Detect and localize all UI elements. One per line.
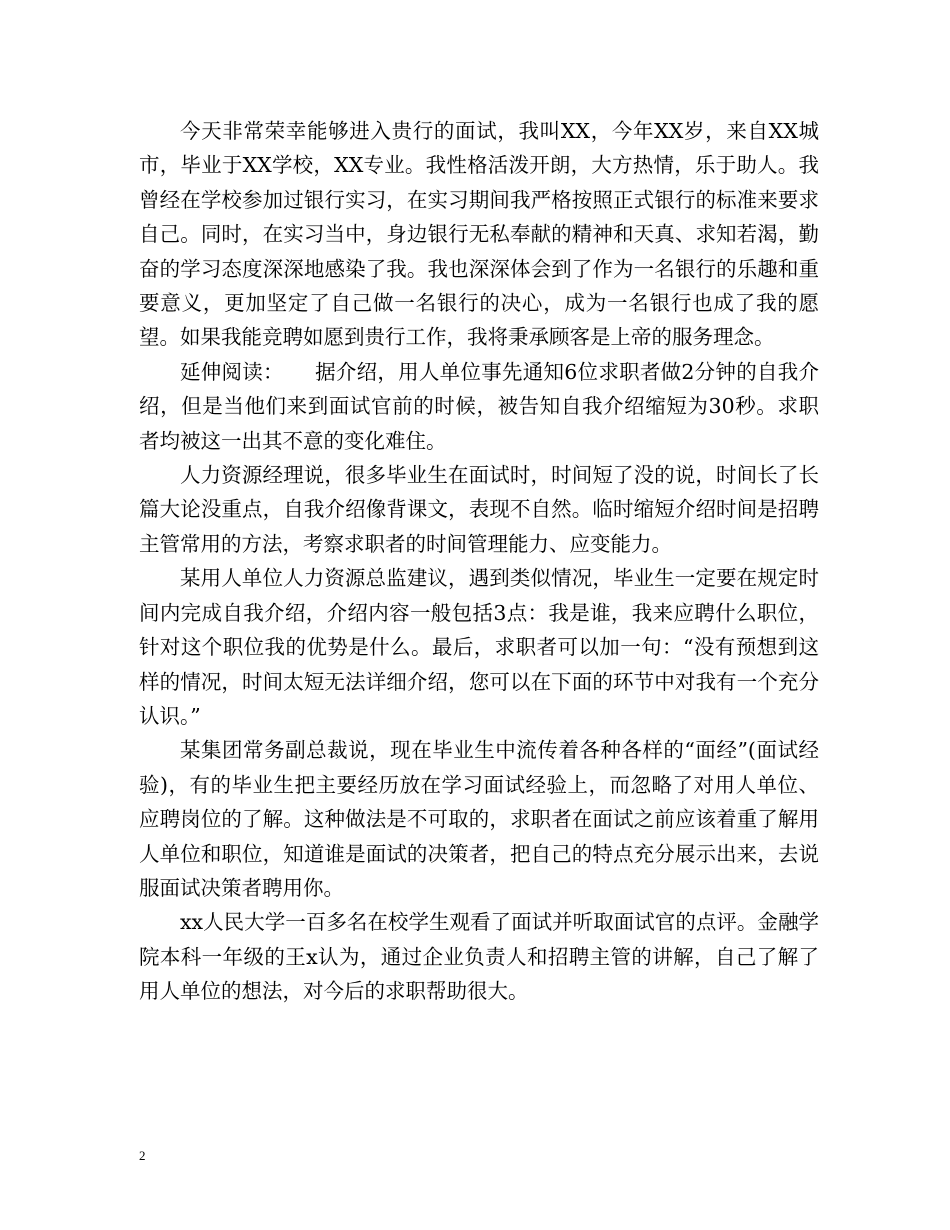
paragraph-student-feedback: xx人民大学一百多名在校学生观看了面试并听取面试官的点评。金融学院本科一年级的王x认为，通过企业负责人和招聘主管的讲解，自己了解了用人单位的想法，对今后的求职帮助很大。: [139, 910, 819, 1004]
paragraph-vice-president: 某集团常务副总裁说，现在毕业生中流传着各种各样的“面经”(面试经验)，有的毕业生把主要经历放在学习面试经验上，而忽略了对用人单位、应聘岗位的了解。这种做法是不可取的，求职者在面试之前应该着重了解用人单位和职位，知道谁是面试的决策者，把自己的特点充分展示出来，去说服面试决策者聘用你。: [139, 738, 819, 900]
page-number: 2: [139, 1148, 146, 1163]
paragraph-hr-director-advice: 某用人单位人力资源总监建议，遇到类似情况，毕业生一定要在规定时间内完成自我介绍，介绍内容一般包括3点：我是谁，我来应聘什么职位，针对这个职位我的优势是什么。最后，求职者可以加一句：“没有预想到这样的情况，时间太短无法详细介绍，您可以在下面的环节中对我有一个充分认识。”: [139, 566, 819, 728]
paragraph-self-introduction: 今天非常荣幸能够进入贵行的面试，我叫XX，今年XX岁，来自XX城市，毕业于XX学校，XX专业。我性格活泼开朗，大方热情，乐于助人。我曾经在学校参加过银行实习，在实习期间我严格按照正式银行的标准来要求自己。同时，在实习当中，身边银行无私奉献的精神和天真、求知若渴，勤奋的学习态度深深地感染了我。我也深深体会到了作为一名银行的乐趣和重要意义，更加坚定了自己做一名银行的决心，成为一名银行也成了我的愿望。如果我能竞聘如愿到贵行工作，我将秉承顾客是上帝的服务理念。: [139, 119, 819, 350]
document-body: [139, 114, 819, 1009]
paragraph-extended-reading: 延伸阅读： 据介绍，用人单位事先通知6位求职者做2分钟的自我介绍，但是当他们来到面试官前的时候，被告知自我介绍缩短为30秒。求职者均被这一出其不意的变化难住。: [139, 359, 819, 453]
paragraph-hr-manager: 人力资源经理说，很多毕业生在面试时，时间短了没的说，时间长了长篇大论没重点，自我介绍像背课文，表现不自然。临时缩短介绍时间是招聘主管常用的方法，考察求职者的时间管理能力、应变能力。: [139, 463, 819, 556]
